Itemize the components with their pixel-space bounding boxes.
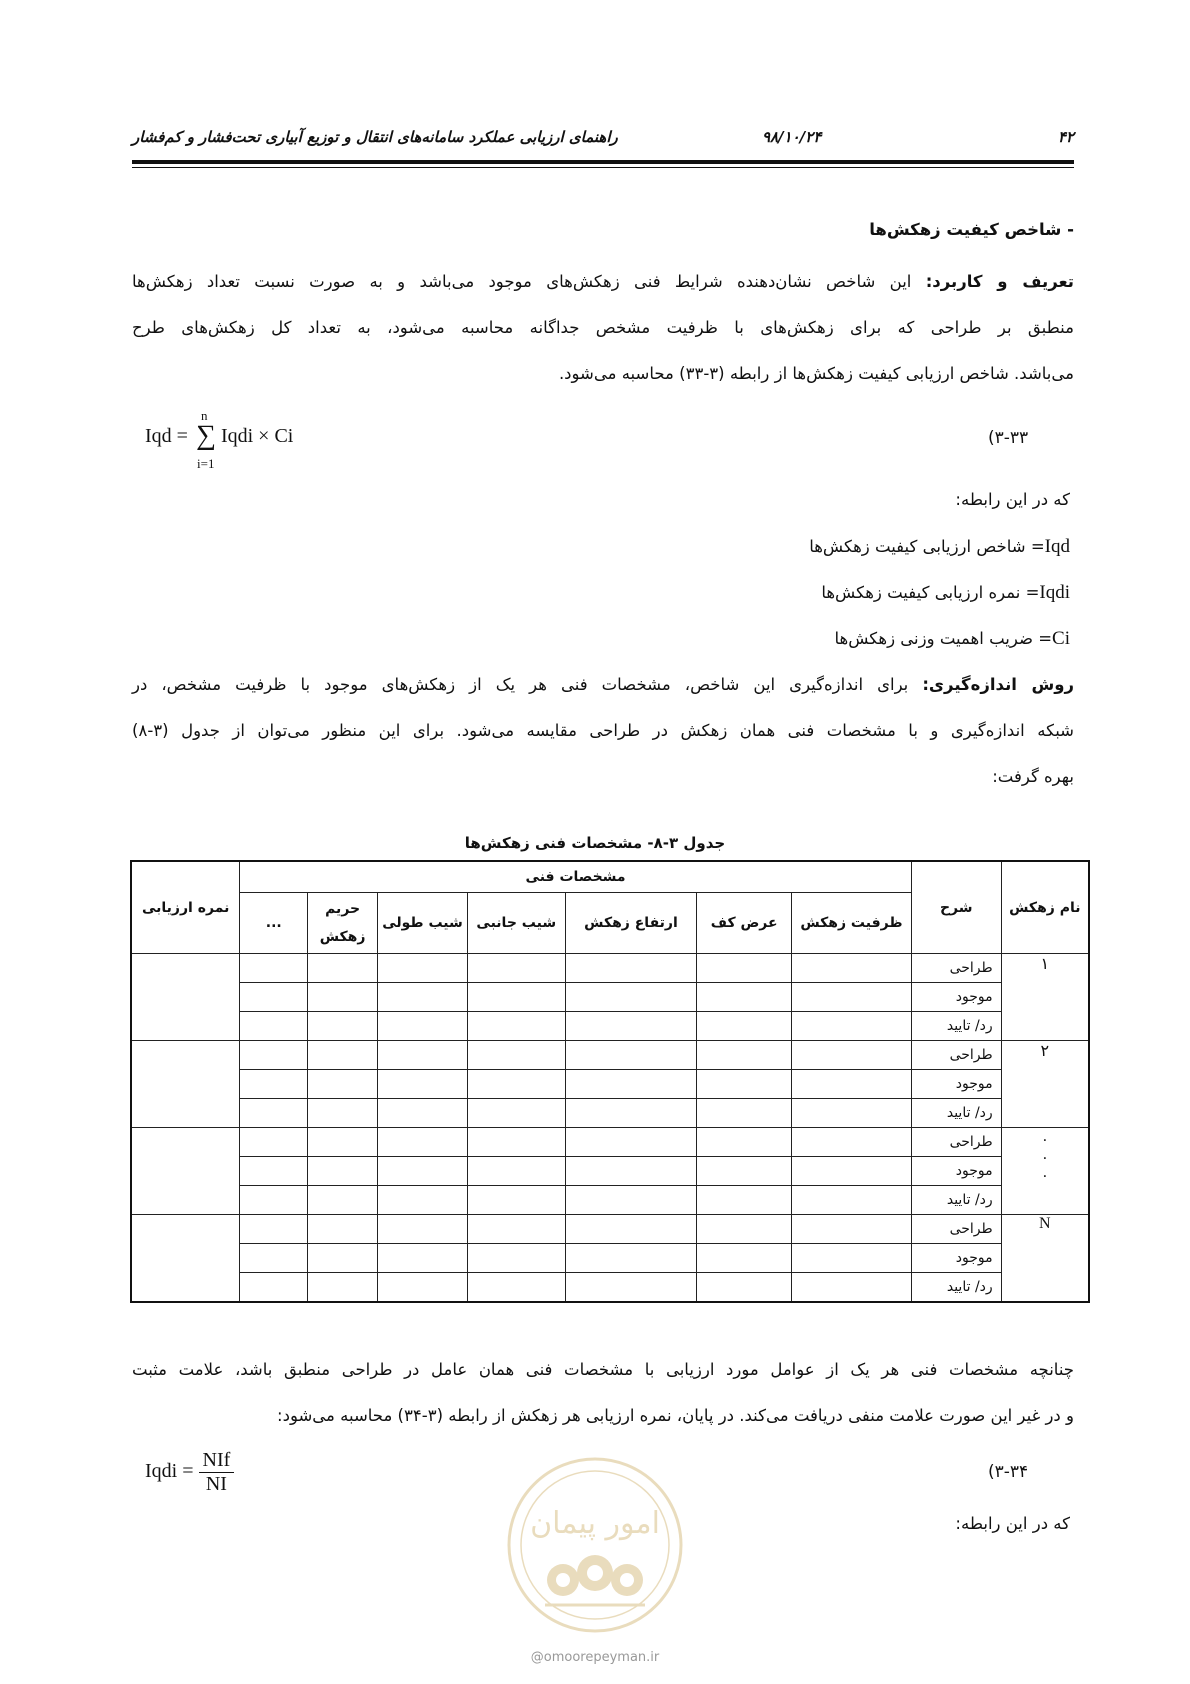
drain-number: ۲	[1001, 1041, 1089, 1128]
spec-cell	[240, 1273, 308, 1303]
spec-cell	[308, 954, 378, 983]
spec-cell	[467, 1215, 565, 1244]
formula-iqd	[145, 425, 293, 448]
col-more: ...	[240, 893, 308, 954]
formula-rhs: Iqdi × Ci	[220, 425, 294, 447]
spec-cell	[697, 1128, 792, 1157]
spec-cell	[378, 1186, 468, 1215]
method-label: روش اندازه‌گیری:	[922, 675, 1074, 694]
spec-cell	[467, 1273, 565, 1303]
definition-line-3: می‌باشد. شاخص ارزیابی کیفیت زهکش‌ها از رابطه (۳-۳۳) محاسبه می‌شود.	[558, 364, 1074, 383]
spec-cell	[378, 1215, 468, 1244]
spec-cell	[697, 1244, 792, 1273]
drain-number: . . .	[1001, 1128, 1089, 1215]
spec-cell	[565, 1128, 697, 1157]
spec-cell	[308, 1244, 378, 1273]
spec-cell	[792, 954, 912, 983]
spec-cell	[240, 1099, 308, 1128]
after-table-line-1: چنانچه مشخصات فنی هر یک از عوامل مورد ارزیابی با مشخصات فنی همان عامل در طراحی منطبق باشد، علامت مثبت	[132, 1360, 1074, 1379]
spec-cell	[378, 1244, 468, 1273]
table-row	[131, 1186, 1089, 1215]
spec-cell	[565, 1157, 697, 1186]
section-heading: - شاخص کیفیت زهکش‌ها	[869, 220, 1074, 239]
spec-cell	[792, 1273, 912, 1303]
spec-cell	[467, 954, 565, 983]
row-description: رد/ تایید	[911, 1186, 1001, 1215]
row-description: رد/ تایید	[911, 1099, 1001, 1128]
watermark-text: امور پیمان	[530, 1506, 660, 1541]
spec-cell	[378, 1099, 468, 1128]
where-item-iqdi: Iqdi= نمره ارزیابی کیفیت زهکش‌ها	[821, 582, 1070, 603]
header-title: راهنمای ارزیابی عملکرد سامانه‌های انتقال و توزیع آبیاری تحت‌فشار و کم‌فشار	[132, 128, 618, 146]
table-row	[131, 1128, 1089, 1157]
table-row	[131, 1273, 1089, 1303]
fraction	[199, 1449, 235, 1496]
spec-cell	[697, 954, 792, 983]
method-line-3: بهره گرفت:	[992, 767, 1074, 786]
spec-cell	[467, 1041, 565, 1070]
spec-cell	[308, 1099, 378, 1128]
spec-cell	[565, 1041, 697, 1070]
spec-cell	[565, 1070, 697, 1099]
definition-label: تعریف و کاربرد:	[925, 272, 1074, 291]
where-item-iqd: Iqd= شاخص ارزیابی کیفیت زهکش‌ها	[809, 536, 1070, 557]
col-buffer: حریم زهکش	[308, 893, 378, 954]
where-intro-2: که در این رابطه:	[955, 1514, 1070, 1533]
spec-cell	[467, 1244, 565, 1273]
running-header	[132, 128, 1074, 152]
fraction-numerator: NIf	[199, 1449, 235, 1473]
spec-cell	[308, 1157, 378, 1186]
spec-cell	[467, 983, 565, 1012]
spec-cell	[697, 1012, 792, 1041]
spec-cell	[467, 1157, 565, 1186]
spec-cell	[565, 954, 697, 983]
spec-cell	[240, 1070, 308, 1099]
spec-cell	[308, 1273, 378, 1303]
fraction-denominator: NI	[205, 1473, 227, 1495]
sum-lower-limit: i=1	[197, 456, 215, 471]
spec-cell	[697, 1099, 792, 1128]
row-description: طراحی	[911, 1128, 1001, 1157]
spec-cell	[240, 983, 308, 1012]
watermark-seal-icon	[505, 1455, 685, 1635]
spec-cell	[308, 1070, 378, 1099]
spec-cell	[792, 1186, 912, 1215]
spec-cell	[565, 1273, 697, 1303]
spec-cell	[792, 1041, 912, 1070]
spec-cell	[792, 983, 912, 1012]
score-cell	[131, 954, 240, 1041]
spec-cell	[565, 1215, 697, 1244]
spec-cell	[467, 1099, 565, 1128]
row-description: موجود	[911, 1244, 1001, 1273]
col-group-specs: مشخصات فنی	[240, 861, 911, 893]
equation-number-33: (۳-۳۳	[988, 428, 1029, 448]
spec-cell	[240, 1157, 308, 1186]
definition-line-2: منطبق بر طراحی که برای زهکش‌های با ظرفیت مشخص جداگانه محاسبه می‌شود، به تعداد کل زهکش‌های طرح	[132, 318, 1074, 337]
spec-cell	[378, 1273, 468, 1303]
where-intro-1: که در این رابطه:	[955, 490, 1070, 509]
spec-cell	[240, 954, 308, 983]
spec-cell	[697, 1186, 792, 1215]
spec-cell	[308, 983, 378, 1012]
spec-cell	[792, 1012, 912, 1041]
score-cell	[131, 1215, 240, 1303]
col-side-slope: شیب جانبی	[467, 893, 565, 954]
spec-cell	[240, 1244, 308, 1273]
header-rule-thin	[132, 167, 1074, 168]
spec-cell	[792, 1128, 912, 1157]
equation-number-34: (۳-۳۴	[988, 1462, 1029, 1482]
drain-number: N	[1001, 1215, 1089, 1303]
col-height: ارتفاع زهکش	[565, 893, 697, 954]
spec-cell	[308, 1012, 378, 1041]
watermark-site: @omoorepeyman.ir	[530, 1650, 660, 1665]
col-capacity: ظرفیت زهکش	[792, 893, 912, 954]
method-line-2: شبکه اندازه‌گیری و با مشخصات فنی همان زهکش در طراحی مقایسه می‌شود. برای این منظور می‌توان از جدول (۳-۸)	[132, 721, 1074, 740]
spec-cell	[378, 1128, 468, 1157]
row-description: طراحی	[911, 954, 1001, 983]
spec-cell	[792, 1215, 912, 1244]
drain-number: ۱	[1001, 954, 1089, 1041]
spec-cell	[565, 1099, 697, 1128]
spec-cell	[467, 1128, 565, 1157]
table-row	[131, 1070, 1089, 1099]
spec-cell	[467, 1012, 565, 1041]
row-description: طراحی	[911, 1041, 1001, 1070]
spec-cell	[378, 1041, 468, 1070]
sum-upper-limit: n	[201, 408, 208, 423]
table-row	[131, 1012, 1089, 1041]
spec-cell	[792, 1099, 912, 1128]
row-description: موجود	[911, 1070, 1001, 1099]
table-row	[131, 1099, 1089, 1128]
method-line-1: روش اندازه‌گیری: برای اندازه‌گیری این شاخص، مشخصات فنی هر یک از زهکش‌های موجود با ظرفیت مشخص، در	[132, 675, 1074, 694]
table-body	[131, 954, 1089, 1303]
spec-cell	[565, 1244, 697, 1273]
spec-cell	[308, 1041, 378, 1070]
table-row	[131, 1244, 1089, 1273]
row-description: موجود	[911, 1157, 1001, 1186]
spec-cell	[467, 1186, 565, 1215]
spec-cell	[240, 1128, 308, 1157]
spec-cell	[697, 1157, 792, 1186]
spec-cell	[565, 1012, 697, 1041]
header-rule-thick	[132, 160, 1074, 164]
spec-cell	[697, 983, 792, 1012]
spec-cell	[308, 1215, 378, 1244]
row-description: طراحی	[911, 1215, 1001, 1244]
score-cell	[131, 1128, 240, 1215]
spec-cell	[792, 1157, 912, 1186]
where-item-ci: Ci= ضریب اهمیت وزنی زهکش‌ها	[834, 628, 1070, 649]
definition-line-1: تعریف و کاربرد: این شاخص نشان‌دهنده شرایط فنی زهکش‌های موجود می‌باشد و به صورت نسبت تعداد زهکش‌ها	[132, 272, 1074, 291]
table-caption: جدول ۳-۸- مشخصات فنی زهکش‌ها	[464, 834, 726, 852]
spec-cell	[792, 1070, 912, 1099]
col-drain-name: نام زهکش	[1001, 861, 1089, 954]
spec-cell	[378, 983, 468, 1012]
spec-cell	[565, 1186, 697, 1215]
spec-cell	[697, 1041, 792, 1070]
formula-lhs: Iqd =	[145, 425, 193, 447]
row-description: رد/ تایید	[911, 1012, 1001, 1041]
spec-cell	[240, 1215, 308, 1244]
spec-cell	[565, 983, 697, 1012]
spec-cell	[378, 1070, 468, 1099]
header-date: ۹۸/۱۰/۲۴	[762, 128, 822, 146]
score-cell	[131, 1041, 240, 1128]
table-row	[131, 1157, 1089, 1186]
table-row	[131, 1041, 1089, 1070]
spec-cell	[697, 1273, 792, 1303]
spec-cell	[467, 1070, 565, 1099]
spec-cell	[697, 1070, 792, 1099]
table-row	[131, 983, 1089, 1012]
row-description: موجود	[911, 983, 1001, 1012]
spec-cell	[378, 954, 468, 983]
formula-iqdi: Iqdi = $\frac{\text{NIf}}{NI}$	[145, 1449, 234, 1496]
col-score: نمره ارزیابی	[131, 861, 240, 954]
spec-cell	[378, 1012, 468, 1041]
after-table-line-2: و در غیر این صورت علامت منفی دریافت می‌کند. در پایان، نمره ارزیابی هر زهکش از رابطه (۳-۳۴) محاسبه می‌شود:	[277, 1406, 1074, 1425]
spec-cell	[240, 1041, 308, 1070]
col-long-slope: شیب طولی	[378, 893, 468, 954]
sum-sign: ∑	[196, 420, 216, 451]
spec-cell	[240, 1186, 308, 1215]
spec-cell	[792, 1244, 912, 1273]
spec-cell	[697, 1215, 792, 1244]
col-description: شرح	[911, 861, 1001, 954]
drain-spec-table	[130, 860, 1090, 1303]
col-bottom-width: عرض کف	[697, 893, 792, 954]
spec-cell	[378, 1157, 468, 1186]
page-number: ۴۲	[1057, 128, 1074, 146]
spec-cell	[308, 1128, 378, 1157]
table-row	[131, 1215, 1089, 1244]
spec-cell	[308, 1186, 378, 1215]
table-row	[131, 954, 1089, 983]
spec-cell	[240, 1012, 308, 1041]
row-description: رد/ تایید	[911, 1273, 1001, 1303]
